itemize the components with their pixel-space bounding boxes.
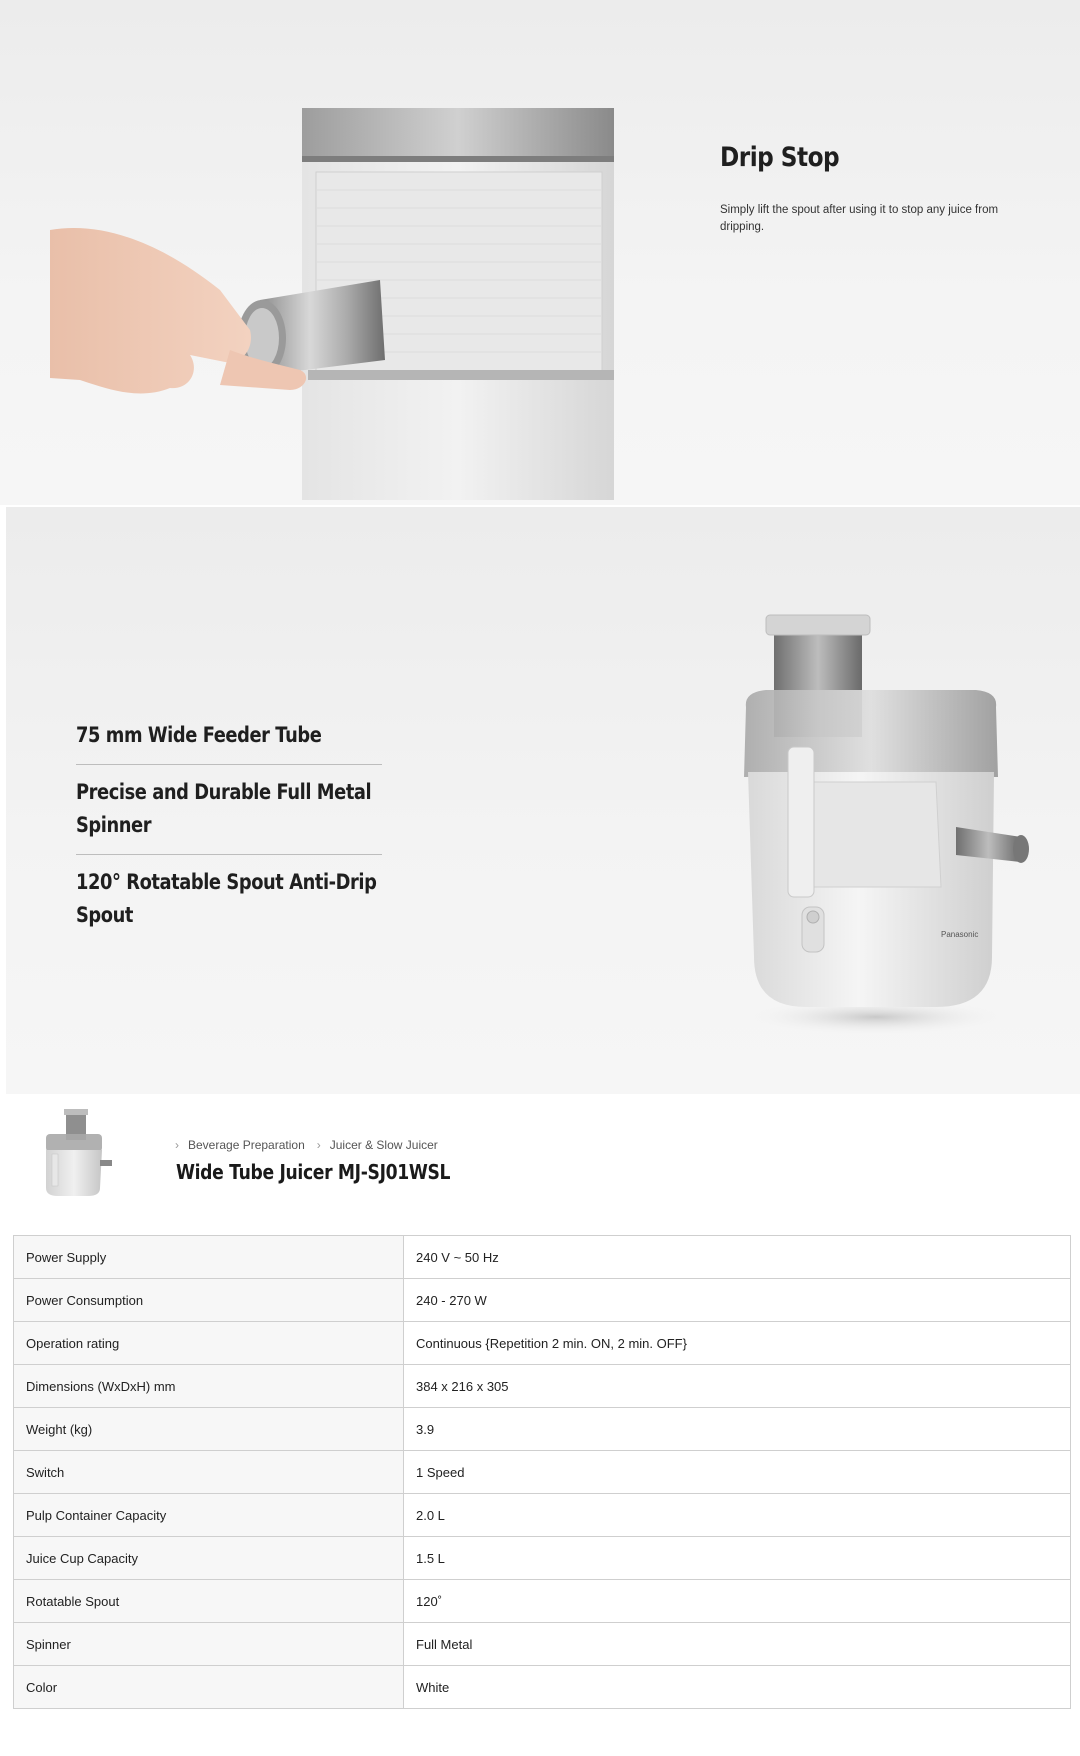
feature-feeder-tube: 75 mm Wide Feeder Tube bbox=[76, 719, 382, 765]
spec-label: Operation rating bbox=[14, 1322, 404, 1365]
spec-table bbox=[13, 1235, 1071, 1709]
spec-value: 120˚ bbox=[404, 1580, 1071, 1623]
juicer-spout-hand-image bbox=[50, 100, 620, 500]
features-section bbox=[6, 507, 1080, 1094]
table-row bbox=[14, 1365, 1071, 1408]
table-row bbox=[14, 1666, 1071, 1709]
breadcrumb-juicer[interactable]: Juicer & Slow Juicer bbox=[329, 1138, 438, 1152]
spec-label: Switch bbox=[14, 1451, 404, 1494]
product-header bbox=[0, 1094, 1080, 1224]
table-row bbox=[14, 1279, 1071, 1322]
spec-label: Juice Cup Capacity bbox=[14, 1537, 404, 1580]
product-title: Wide Tube Juicer MJ-SJ01WSL bbox=[176, 1160, 451, 1184]
spec-label: Dimensions (WxDxH) mm bbox=[14, 1365, 404, 1408]
spec-label: Weight (kg) bbox=[14, 1408, 404, 1451]
spec-value: 2.0 L bbox=[404, 1494, 1071, 1537]
table-row bbox=[14, 1451, 1071, 1494]
breadcrumb-beverage-preparation[interactable]: Beverage Preparation bbox=[188, 1138, 305, 1152]
table-row bbox=[14, 1580, 1071, 1623]
breadcrumb bbox=[175, 1138, 450, 1152]
spec-label: Pulp Container Capacity bbox=[14, 1494, 404, 1537]
spec-value: White bbox=[404, 1666, 1071, 1709]
drip-stop-description: Simply lift the spout after using it to stop any juice from dripping. bbox=[720, 204, 999, 233]
spec-value: 384 x 216 x 305 bbox=[404, 1365, 1071, 1408]
product-thumbnail[interactable] bbox=[38, 1104, 118, 1204]
spec-value: 3.9 bbox=[404, 1408, 1071, 1451]
spec-value: 240 - 270 W bbox=[404, 1279, 1071, 1322]
spec-label: Power Consumption bbox=[14, 1279, 404, 1322]
spec-label: Spinner bbox=[14, 1623, 404, 1666]
spec-label: Rotatable Spout bbox=[14, 1580, 404, 1623]
table-row bbox=[14, 1236, 1071, 1279]
juicer-product-image bbox=[736, 587, 1036, 1057]
spec-value: 1 Speed bbox=[404, 1451, 1071, 1494]
feature-list bbox=[76, 719, 382, 944]
spec-label: Color bbox=[14, 1666, 404, 1709]
spec-value: 240 V ~ 50 Hz bbox=[404, 1236, 1071, 1279]
table-row bbox=[14, 1623, 1071, 1666]
spec-label: Power Supply bbox=[14, 1236, 404, 1279]
table-row bbox=[14, 1494, 1071, 1537]
chevron-right-icon: › bbox=[175, 1138, 179, 1152]
feature-metal-spinner: Precise and Durable Full Metal Spinner bbox=[76, 765, 382, 855]
drip-stop-section bbox=[0, 0, 1080, 505]
chevron-right-icon: › bbox=[316, 1138, 321, 1152]
spec-value: Continuous {Repetition 2 min. ON, 2 min. OFF} bbox=[404, 1322, 1071, 1365]
spec-value: Full Metal bbox=[404, 1623, 1071, 1666]
table-row bbox=[14, 1322, 1071, 1365]
feature-rotatable-spout: 120° Rotatable Spout Anti-Drip Spout bbox=[76, 870, 377, 927]
spec-value: 1.5 L bbox=[404, 1537, 1071, 1580]
drip-stop-title: Drip Stop bbox=[720, 142, 840, 173]
table-row bbox=[14, 1408, 1071, 1451]
brand-logo: Panasonic bbox=[941, 930, 979, 939]
table-row bbox=[14, 1537, 1071, 1580]
